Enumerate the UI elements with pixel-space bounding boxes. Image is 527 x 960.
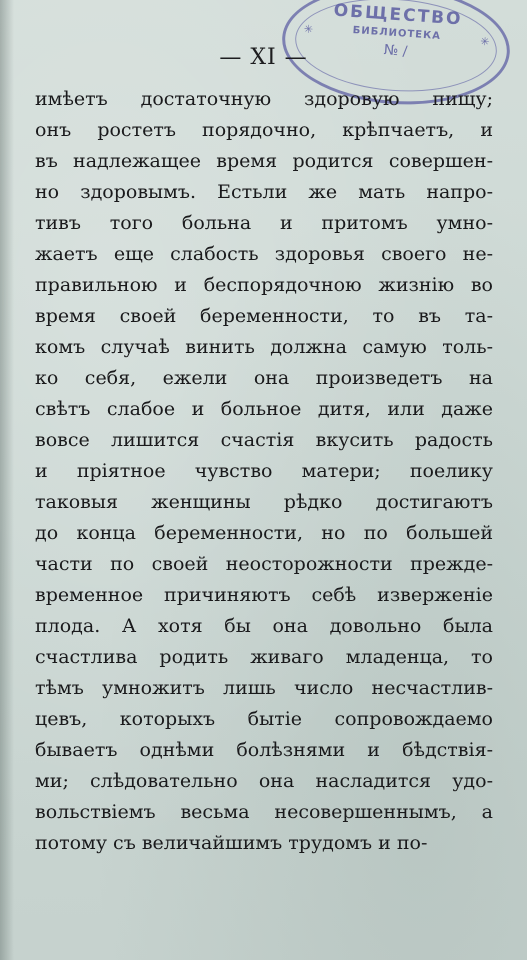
text-line: таковыя женщины рѣдко достигаютъ [35, 491, 493, 513]
text-line: временное причиняютъ себѣ изверженіе [35, 584, 493, 606]
stamp-number-text: № / [383, 42, 408, 60]
text-line: но здоровымъ. Естьли же мать напро- [35, 181, 493, 203]
text-line: правильною и беспорядочною жизнію во [35, 274, 493, 296]
stamp-star-icon: ✳ [303, 22, 314, 37]
text-line: жаетъ еще слабость здоровья своего не- [35, 243, 493, 265]
text-line: время своей беременности, то въ та- [35, 305, 493, 327]
text-line: ми; слѣдовательно она насладится удо- [35, 770, 493, 792]
text-line: до конца беременности, но по большей [35, 522, 493, 544]
text-line: онъ ростетъ порядочно, крѣпчаетъ, и [35, 119, 493, 141]
text-line: тивъ того больна и притомъ умно- [35, 212, 493, 234]
text-line: свѣтъ слабое и больное дитя, или даже [35, 398, 493, 420]
text-line: счастлива родить живаго младенца, то [35, 646, 493, 668]
stamp-middle-text: БИБЛИОТЕКА [352, 24, 442, 43]
text-line: и пріятное чувство матери; поелику [35, 460, 493, 482]
page-spine-shadow [0, 0, 14, 960]
body-text [35, 84, 493, 859]
text-line: плода. А хотя бы она довольно была [35, 615, 493, 637]
text-line: тѣмъ умножитъ лишь число несчастлив- [35, 677, 493, 699]
stamp-star-icon: ✳ [479, 34, 490, 49]
text-line: комъ случаѣ винить должна самую толь- [35, 336, 493, 358]
text-line: вовсе лишится счастія вкусить радость [35, 429, 493, 451]
text-line: ко себя, ежели она произведетъ на [35, 367, 493, 389]
text-line: имѣетъ достаточную здоровую пищу; [35, 88, 493, 110]
stamp-top-text: ОБЩЕСТВО [333, 0, 464, 30]
page-number: — XI — [219, 45, 308, 70]
text-line: части по своей неосторожности прежде- [35, 553, 493, 575]
text-line: въ надлежащее время родится совершен- [35, 150, 493, 172]
text-line: бываетъ однѣми болѣзнями и бѣдствія- [35, 739, 493, 761]
text-line: вольствіемъ весьма несовершеннымъ, а [35, 801, 493, 823]
text-line: цевъ, которыхъ бытіе сопровождаемо [35, 708, 493, 730]
text-line: потому съ величайшимъ трудомъ и по- [35, 832, 428, 854]
